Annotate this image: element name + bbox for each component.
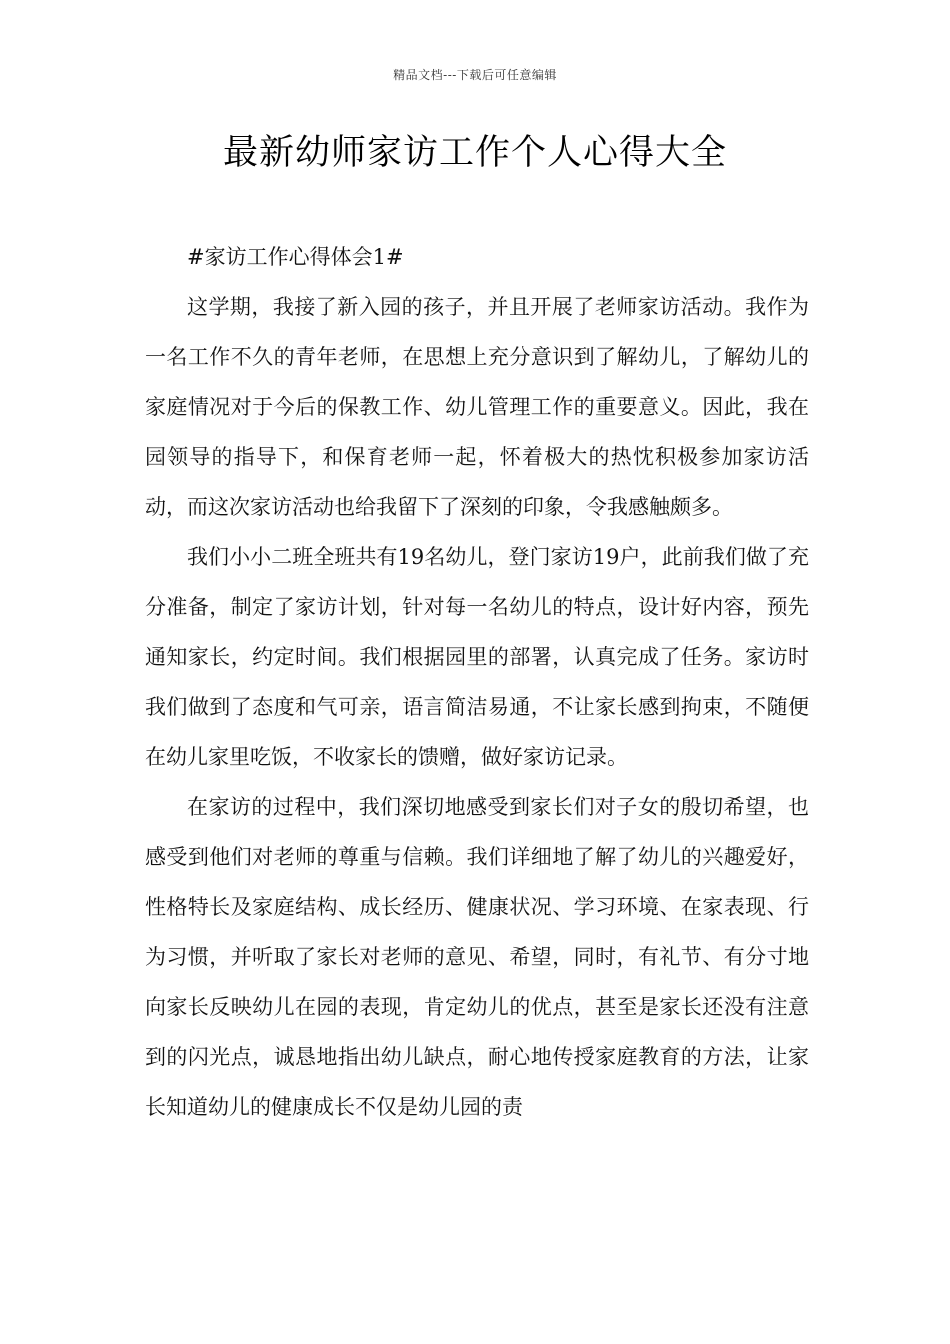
document-body [145, 232, 809, 1132]
document-title: 最新幼师家访工作个人心得大全 [222, 133, 727, 173]
paragraph-3: 在家访的过程中，我们深切地感受到家长们对子女的殷切希望，也感受到他们对老师的尊重与信赖。我们详细地了解了幼儿的兴趣爱好，性格特长及家庭结构、成长经历、健康状况、学习环境、在家表现、行为习惯，并听取了家长对老师的意见、希望，同时，有礼节、有分寸地向家长反映幼儿在园的表现，肯定幼儿的优点，甚至是家长还没有注意到的闪光点，诚恳地指出幼儿缺点，耐心地传授家庭教育的方法，让家长知道幼儿的健康成长不仅是幼儿园的责 [145, 795, 809, 1119]
paragraph-1: 这学期，我接了新入园的孩子，并且开展了老师家访活动。我作为一名工作不久的青年老师，在思想上充分意识到了解幼儿，了解幼儿的家庭情况对于今后的保教工作、幼儿管理工作的重要意义。因此，我在园领导的指导下，和保育老师一起，怀着极大的热忱积极参加家访活动，而这次家访活动也给我留下了深刻的印象，令我感触颇多。 [145, 295, 809, 519]
paragraph-2: 我们小小二班全班共有19名幼儿，登门家访19户，此前我们做了充分准备，制定了家访计划，针对每一名幼儿的特点，设计好内容，预先通知家长，约定时间。我们根据园里的部署，认真完成了任务。家访时我们做到了态度和气可亲，语言简洁易通，不让家长感到拘束，不随便在幼儿家里吃饭，不收家长的馈赠，做好家访记录。 [145, 545, 809, 769]
section-heading: #家访工作心得体会1# [187, 245, 404, 269]
header-watermark: 精品文档---下载后可任意编辑 [393, 68, 557, 82]
